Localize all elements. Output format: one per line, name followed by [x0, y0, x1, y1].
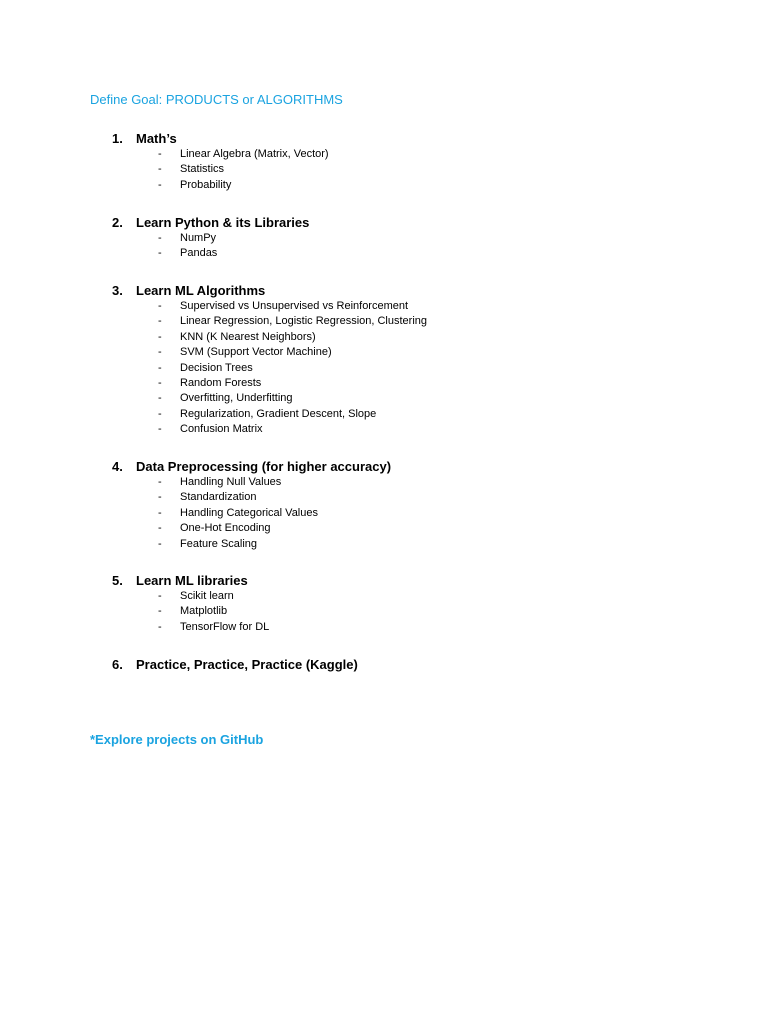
section-number: 4. — [112, 459, 123, 474]
section-heading — [112, 130, 712, 147]
section-heading — [112, 458, 712, 475]
section-title: Math’s — [136, 131, 177, 146]
section-number: 6. — [112, 657, 123, 672]
list-item: - Matplotlib — [158, 605, 228, 618]
list-item: - TensorFlow for DL — [158, 620, 270, 633]
section-heading — [112, 572, 712, 589]
list-item: - Supervised vs Unsupervised vs Reinforcement — [158, 300, 409, 312]
list-item: - NumPy — [158, 232, 217, 244]
section-title: Learn ML Algorithms — [136, 283, 266, 298]
bullet-list — [112, 147, 712, 193]
list-item: - Regularization, Gradient Descent, Slope — [158, 407, 377, 420]
list-item: - SVM (Support Vector Machine) — [158, 346, 332, 359]
section-number: 5. — [112, 573, 123, 588]
list-item: - One-Hot Encoding — [158, 522, 271, 535]
list-item: - Overfitting, Underfitting — [158, 392, 293, 405]
explore-github-note: *Explore projects on GitHub — [90, 732, 264, 747]
section-number: 3. — [112, 283, 123, 298]
section-title: Learn Python & its Libraries — [136, 215, 310, 230]
section-practice — [112, 656, 712, 673]
section-number: 1. — [112, 131, 123, 146]
list-item: - Handling Categorical Values — [158, 506, 318, 519]
list-item: - Linear Regression, Logistic Regression, Clustering — [158, 315, 428, 328]
list-item: - Linear Algebra (Matrix, Vector) — [158, 148, 329, 160]
section-heading — [112, 214, 712, 231]
list-item: - Scikit learn — [158, 590, 234, 602]
section-heading — [112, 282, 712, 299]
list-item: - Statistics — [158, 163, 225, 176]
section-number: 2. — [112, 215, 123, 230]
bullet-list — [112, 299, 712, 438]
list-item: - Decision Trees — [158, 361, 253, 374]
section-heading — [112, 656, 712, 673]
section-title: Practice, Practice, Practice (Kaggle) — [136, 657, 358, 672]
list-item: - Pandas — [158, 247, 218, 260]
bullet-list — [112, 589, 712, 635]
goal-heading: Define Goal: PRODUCTS or ALGORITHMS — [90, 92, 343, 107]
list-item: - Confusion Matrix — [158, 423, 263, 436]
section-python — [112, 214, 712, 262]
section-ml-algorithms — [112, 282, 712, 438]
list-item: - Handling Null Values — [158, 476, 282, 488]
section-data-preprocessing — [112, 458, 712, 552]
bullet-list — [112, 231, 712, 262]
section-title: Learn ML libraries — [136, 573, 248, 588]
list-item: - KNN (K Nearest Neighbors) — [158, 330, 316, 343]
section-title: Data Preprocessing (for higher accuracy) — [136, 459, 392, 474]
list-item: - Standardization — [158, 491, 257, 504]
section-ml-libraries — [112, 572, 712, 635]
list-item: - Probability — [158, 178, 232, 191]
list-item: - Random Forests — [158, 376, 262, 389]
section-maths — [112, 130, 712, 193]
list-item: - Feature Scaling — [158, 537, 258, 550]
bullet-list — [112, 475, 712, 552]
